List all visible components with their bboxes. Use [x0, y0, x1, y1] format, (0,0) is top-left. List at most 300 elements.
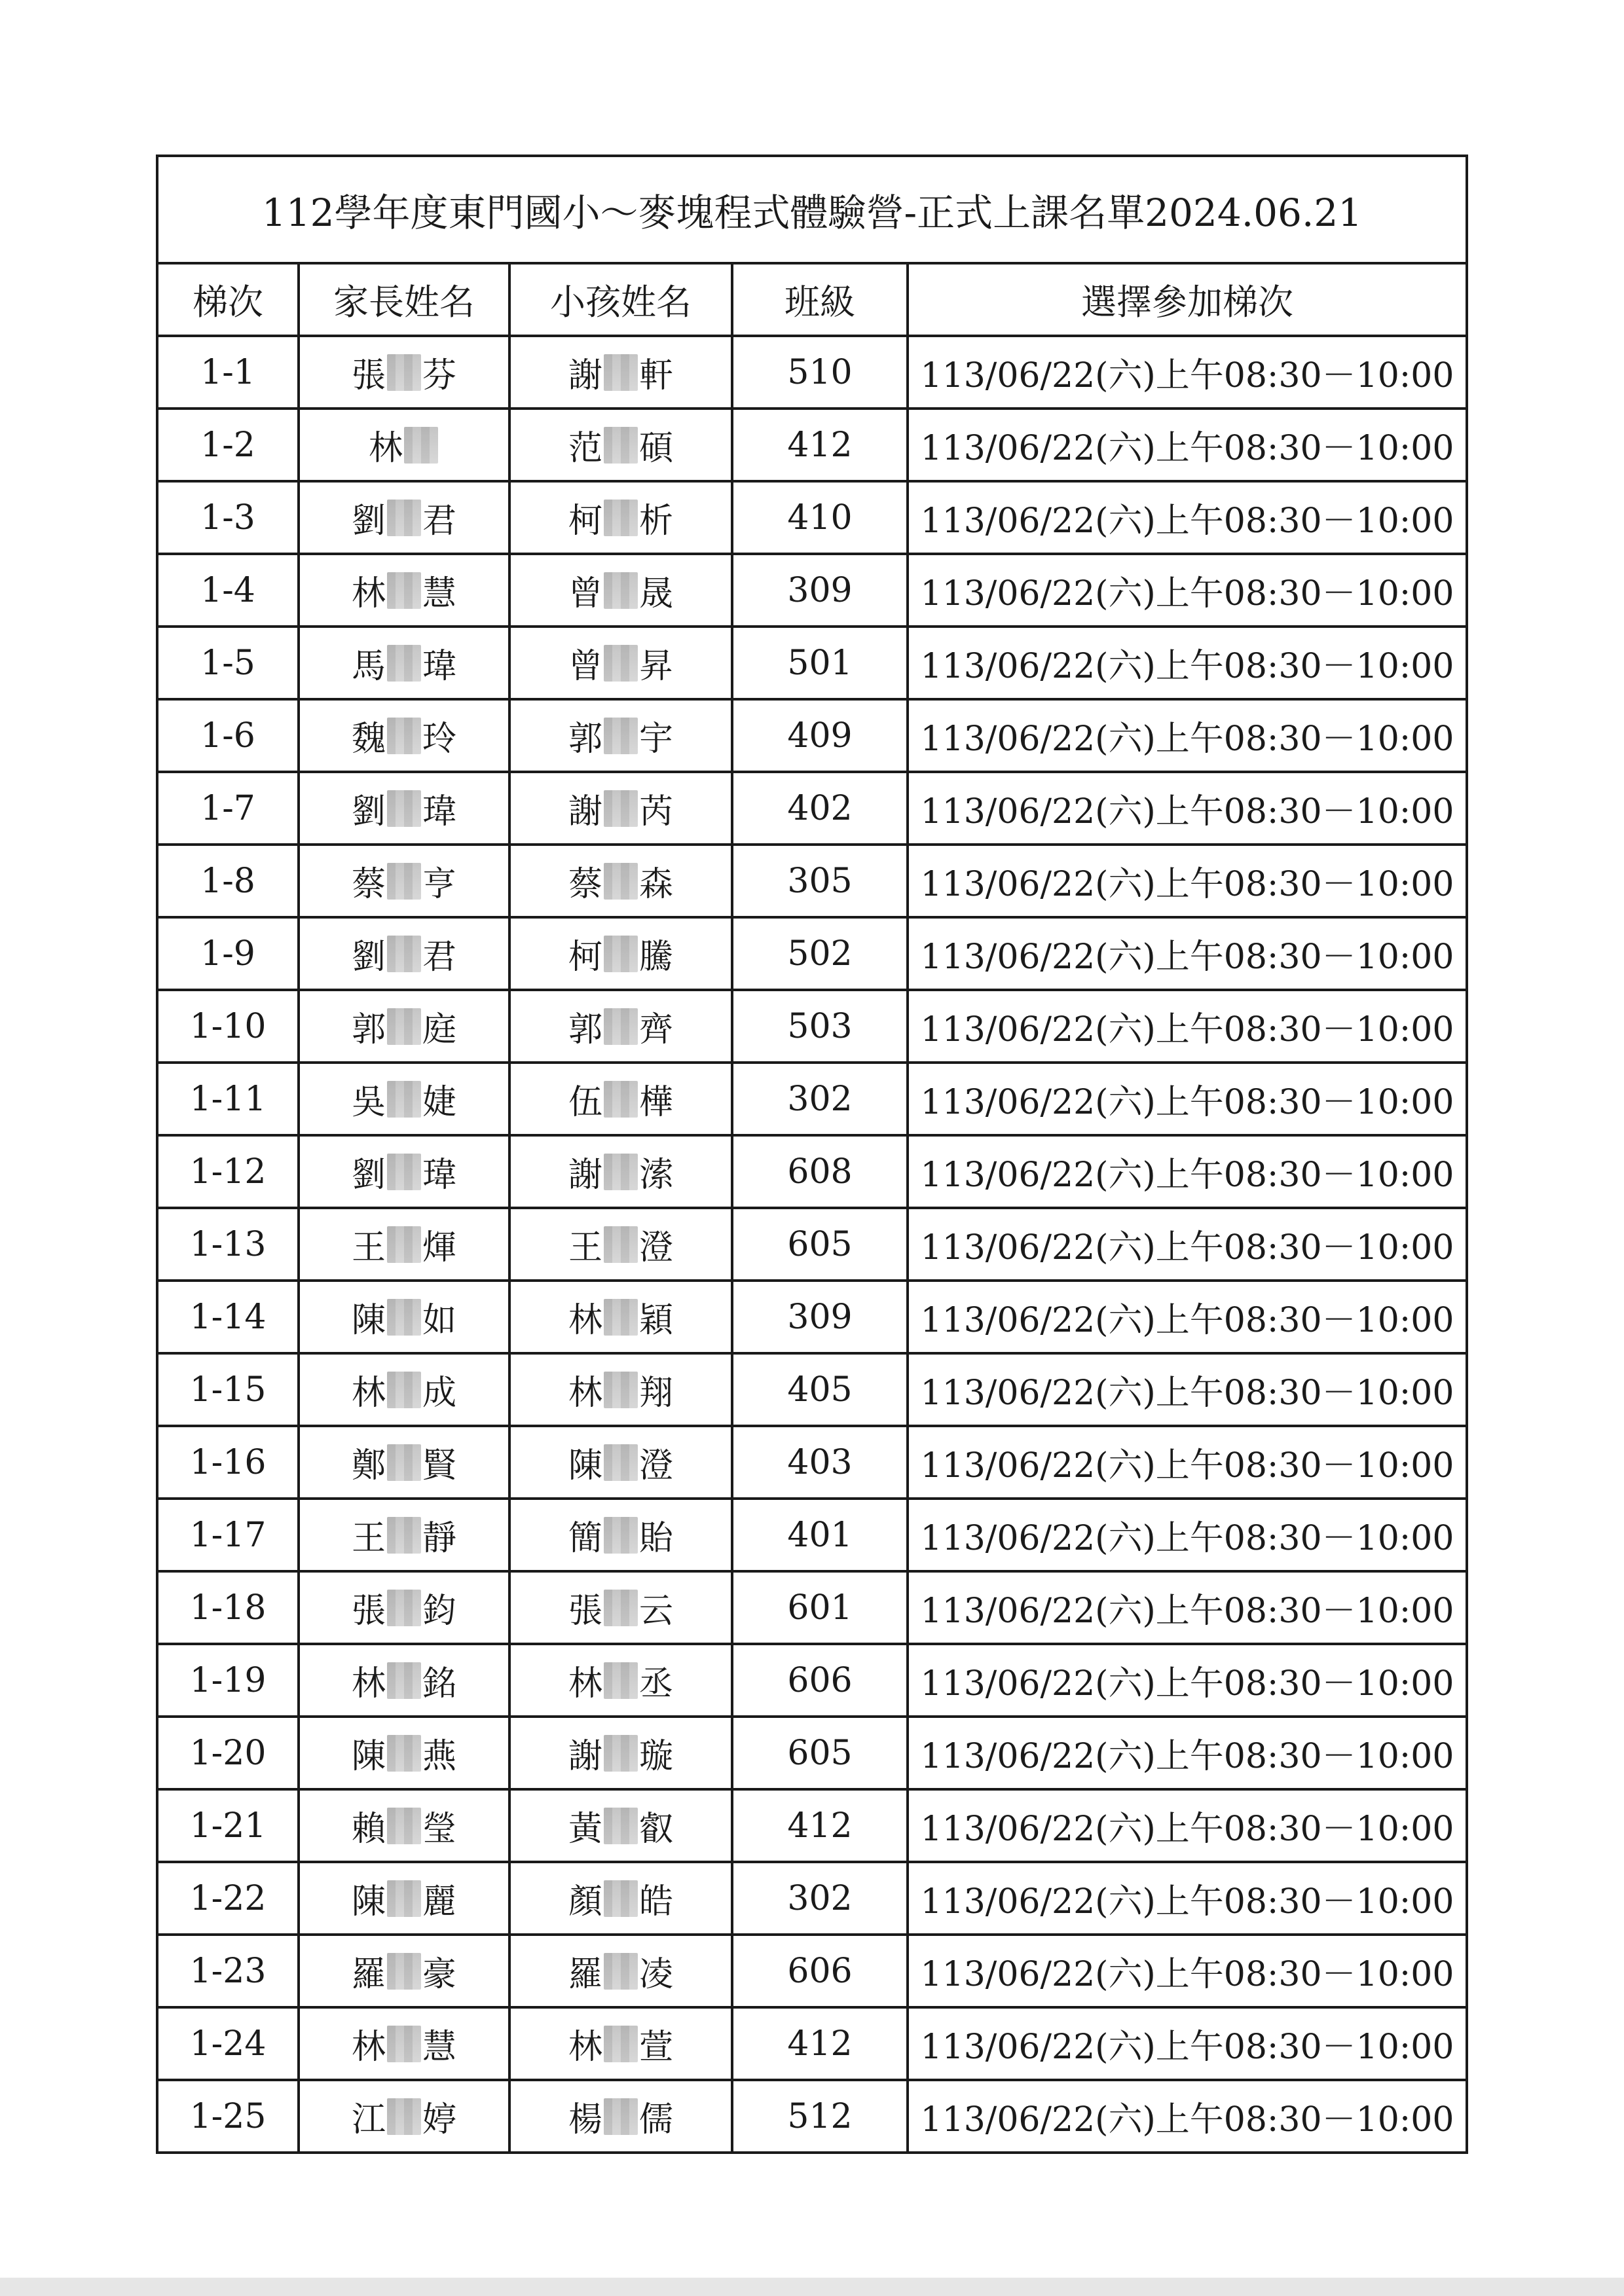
surname: 鄭 — [351, 1446, 386, 1485]
given-name-end: 貽 — [639, 1519, 674, 1558]
surname: 謝 — [568, 792, 602, 831]
given-name-end: 亨 — [422, 865, 457, 904]
cell-child-name — [509, 554, 732, 627]
cell-session: 113/06/22(六)上午08:30－10:00 — [908, 336, 1467, 409]
table-row — [157, 1281, 1467, 1353]
cell-batch: 1-14 — [157, 1281, 299, 1353]
cell-batch: 1-15 — [157, 1353, 299, 1426]
cell-parent-name — [299, 772, 509, 845]
cell-session: 113/06/22(六)上午08:30－10:00 — [908, 845, 1467, 917]
cell-batch: 1-4 — [157, 554, 299, 627]
given-name-end: 燕 — [422, 1737, 457, 1776]
cell-session: 113/06/22(六)上午08:30－10:00 — [908, 1571, 1467, 1644]
surname: 謝 — [568, 356, 602, 395]
cell-session: 113/06/22(六)上午08:30－10:00 — [908, 1789, 1467, 1862]
cell-child-name — [509, 1208, 732, 1281]
cell-parent-name — [299, 1571, 509, 1644]
redacted-character — [604, 500, 638, 536]
cell-class: 305 — [732, 845, 908, 917]
given-name-end: 麗 — [422, 1882, 457, 1922]
cell-session: 113/06/22(六)上午08:30－10:00 — [908, 1644, 1467, 1717]
given-name-end: 瑋 — [422, 792, 457, 831]
cell-child-name-text — [568, 1002, 673, 1051]
cell-class: 501 — [732, 627, 908, 699]
surname: 陳 — [351, 1882, 386, 1922]
given-name-end: 碩 — [639, 429, 674, 468]
cell-child-name — [509, 1426, 732, 1499]
cell-session: 113/06/22(六)上午08:30－10:00 — [908, 409, 1467, 481]
redacted-character — [387, 1444, 421, 1481]
given-name-end: 儒 — [639, 2100, 674, 2140]
header-session: 選擇參加梯次 — [908, 263, 1467, 336]
cell-child-name — [509, 1644, 732, 1717]
cell-parent-name — [299, 1644, 509, 1717]
surname: 劉 — [351, 501, 386, 541]
cell-batch: 1-20 — [157, 1717, 299, 1789]
redacted-character — [387, 1590, 421, 1626]
surname: 劉 — [351, 792, 386, 831]
header-child-name: 小孩姓名 — [509, 263, 732, 336]
cell-class: 503 — [732, 990, 908, 1063]
given-name-end: 翔 — [639, 1374, 674, 1413]
cell-batch: 1-6 — [157, 699, 299, 772]
page-bottom-edge — [0, 2278, 1624, 2296]
cell-child-name-text — [568, 638, 673, 687]
surname: 吳 — [351, 1083, 386, 1122]
cell-session: 113/06/22(六)上午08:30－10:00 — [908, 554, 1467, 627]
header-parent-name: 家長姓名 — [299, 263, 509, 336]
cell-parent-name-text — [352, 2092, 456, 2141]
surname: 林 — [351, 574, 386, 613]
cell-parent-name — [299, 2007, 509, 2080]
table-row — [157, 772, 1467, 845]
cell-parent-name — [299, 1135, 509, 1208]
cell-child-name-text — [568, 1583, 673, 1632]
cell-session: 113/06/22(六)上午08:30－10:00 — [908, 627, 1467, 699]
redacted-character — [604, 718, 638, 754]
given-name-end: 樺 — [639, 1083, 674, 1122]
given-name-end: 鈞 — [422, 1592, 457, 1631]
redacted-character — [604, 1662, 638, 1699]
cell-batch: 1-19 — [157, 1644, 299, 1717]
surname: 柯 — [568, 501, 602, 541]
given-name-end: 森 — [639, 865, 674, 904]
given-name-end: 瑋 — [422, 647, 457, 686]
cell-parent-name — [299, 1499, 509, 1571]
cell-parent-name-text — [352, 493, 456, 542]
redacted-character — [604, 645, 638, 682]
cell-parent-name — [299, 1063, 509, 1135]
cell-parent-name — [299, 2080, 509, 2153]
cell-child-name-text — [568, 1874, 673, 1923]
surname: 林 — [368, 429, 403, 468]
redacted-character — [387, 2098, 421, 2135]
cell-parent-name — [299, 1208, 509, 1281]
redacted-character — [604, 1808, 638, 1844]
cell-child-name-text — [568, 1728, 673, 1777]
given-name-end: 云 — [639, 1592, 674, 1631]
cell-session: 113/06/22(六)上午08:30－10:00 — [908, 1862, 1467, 1935]
surname: 簡 — [568, 1519, 602, 1558]
surname: 張 — [351, 356, 386, 395]
enrollment-table — [156, 155, 1468, 2154]
cell-batch: 1-13 — [157, 1208, 299, 1281]
given-name-end: 齊 — [639, 1010, 674, 1049]
table-row — [157, 1789, 1467, 1862]
header-batch: 梯次 — [157, 263, 299, 336]
cell-parent-name-text — [352, 1874, 456, 1923]
cell-batch: 1-12 — [157, 1135, 299, 1208]
given-name-end: 騰 — [639, 938, 674, 977]
redacted-character — [387, 1372, 421, 1408]
cell-child-name-text — [568, 2019, 673, 2068]
cell-parent-name — [299, 481, 509, 554]
cell-parent-name-text — [352, 1728, 456, 1777]
surname: 曾 — [568, 574, 602, 613]
redacted-character — [387, 1735, 421, 1772]
cell-child-name — [509, 1063, 732, 1135]
cell-class: 601 — [732, 1571, 908, 1644]
cell-class: 309 — [732, 1281, 908, 1353]
cell-batch: 1-1 — [157, 336, 299, 409]
cell-parent-name-text — [352, 1946, 456, 1995]
cell-session: 113/06/22(六)上午08:30－10:00 — [908, 1426, 1467, 1499]
cell-batch: 1-21 — [157, 1789, 299, 1862]
cell-session: 113/06/22(六)上午08:30－10:00 — [908, 1208, 1467, 1281]
cell-session: 113/06/22(六)上午08:30－10:00 — [908, 2080, 1467, 2153]
cell-class: 605 — [732, 1717, 908, 1789]
cell-child-name — [509, 1789, 732, 1862]
cell-session: 113/06/22(六)上午08:30－10:00 — [908, 1499, 1467, 1571]
given-name-end: 銘 — [422, 1664, 457, 1704]
redacted-character — [387, 1662, 421, 1699]
cell-child-name — [509, 772, 732, 845]
surname: 王 — [351, 1519, 386, 1558]
table-row — [157, 1208, 1467, 1281]
redacted-character — [604, 1372, 638, 1408]
table-row — [157, 990, 1467, 1063]
given-name-end: 晟 — [639, 574, 674, 613]
cell-class: 605 — [732, 1208, 908, 1281]
cell-parent-name — [299, 409, 509, 481]
redacted-character — [387, 1154, 421, 1190]
cell-child-name — [509, 2007, 732, 2080]
surname: 曾 — [568, 647, 602, 686]
cell-child-name-text — [568, 1220, 673, 1269]
cell-class: 302 — [732, 1862, 908, 1935]
table-row — [157, 699, 1467, 772]
cell-child-name — [509, 1571, 732, 1644]
given-name-end: 賢 — [422, 1446, 457, 1485]
table-row — [157, 1935, 1467, 2007]
surname: 林 — [568, 2028, 602, 2067]
cell-parent-name — [299, 336, 509, 409]
redacted-character — [604, 1880, 638, 1917]
cell-child-name-text — [568, 784, 673, 833]
cell-batch: 1-2 — [157, 409, 299, 481]
cell-parent-name-text — [352, 856, 456, 905]
cell-session: 113/06/22(六)上午08:30－10:00 — [908, 1063, 1467, 1135]
cell-child-name-text — [568, 1946, 673, 1995]
surname: 陳 — [351, 1301, 386, 1340]
cell-parent-name — [299, 1789, 509, 1862]
surname: 楊 — [568, 2100, 602, 2140]
cell-parent-name-text — [352, 1074, 456, 1123]
given-name-end: 丞 — [639, 1664, 674, 1704]
given-name-end: 叡 — [639, 1810, 674, 1849]
given-name-end: 凌 — [639, 1955, 674, 1994]
surname: 王 — [351, 1228, 386, 1267]
given-name-end: 慧 — [422, 2028, 457, 2067]
cell-session: 113/06/22(六)上午08:30－10:00 — [908, 772, 1467, 845]
redacted-character — [387, 645, 421, 682]
table-body — [157, 336, 1467, 2153]
cell-parent-name — [299, 699, 509, 772]
given-name-end: 君 — [422, 501, 457, 541]
given-name-end: 宇 — [639, 720, 674, 759]
cell-parent-name-text — [352, 1656, 456, 1705]
cell-class: 412 — [732, 1789, 908, 1862]
table-row — [157, 2007, 1467, 2080]
redacted-character — [387, 1808, 421, 1844]
cell-child-name — [509, 2080, 732, 2153]
cell-session: 113/06/22(六)上午08:30－10:00 — [908, 1717, 1467, 1789]
cell-parent-name-text — [352, 1438, 456, 1487]
cell-parent-name — [299, 1862, 509, 1935]
redacted-character — [387, 500, 421, 536]
cell-parent-name — [299, 1717, 509, 1789]
surname: 謝 — [568, 1156, 602, 1195]
redacted-character — [604, 790, 638, 827]
surname: 林 — [568, 1301, 602, 1340]
surname: 蔡 — [351, 865, 386, 904]
cell-parent-name-text — [352, 711, 456, 760]
header-class: 班級 — [732, 263, 908, 336]
cell-parent-name-text — [352, 1220, 456, 1269]
cell-parent-name-text — [352, 1801, 456, 1850]
given-name-end: 庭 — [422, 1010, 457, 1049]
surname: 張 — [351, 1592, 386, 1631]
redacted-character — [604, 1081, 638, 1118]
surname: 林 — [568, 1664, 602, 1704]
redacted-character — [604, 1226, 638, 1263]
redacted-character — [604, 427, 638, 464]
table-row — [157, 1426, 1467, 1499]
table-row — [157, 336, 1467, 409]
given-name-end: 璇 — [639, 1737, 674, 1776]
redacted-character — [604, 936, 638, 972]
surname: 王 — [568, 1228, 602, 1267]
given-name-end: 芮 — [639, 792, 674, 831]
given-name-end: 玲 — [422, 720, 457, 759]
cell-child-name — [509, 627, 732, 699]
cell-parent-name — [299, 1426, 509, 1499]
surname: 郭 — [568, 1010, 602, 1049]
given-name-end: 靜 — [422, 1519, 457, 1558]
given-name-end: 溹 — [639, 1156, 674, 1195]
cell-session: 113/06/22(六)上午08:30－10:00 — [908, 2007, 1467, 2080]
cell-parent-name-text — [352, 1583, 456, 1632]
table-row — [157, 627, 1467, 699]
cell-child-name-text — [568, 1801, 673, 1850]
cell-batch: 1-7 — [157, 772, 299, 845]
cell-class: 510 — [732, 336, 908, 409]
redacted-character — [404, 427, 438, 464]
cell-child-name — [509, 1135, 732, 1208]
header-row — [157, 263, 1467, 336]
redacted-character — [387, 1953, 421, 1990]
surname: 蔡 — [568, 865, 602, 904]
surname: 郭 — [351, 1010, 386, 1049]
surname: 張 — [568, 1592, 602, 1631]
table-title: 112學年度東門國小～麥塊程式體驗營-正式上課名單2024.06.21 — [157, 156, 1467, 263]
redacted-character — [387, 572, 421, 609]
table-row — [157, 409, 1467, 481]
cell-child-name-text — [568, 348, 673, 397]
surname: 柯 — [568, 938, 602, 977]
redacted-character — [604, 572, 638, 609]
cell-child-name — [509, 1353, 732, 1426]
surname: 范 — [568, 429, 602, 468]
cell-class: 512 — [732, 2080, 908, 2153]
surname: 林 — [351, 1664, 386, 1704]
cell-parent-name-text — [352, 638, 456, 687]
cell-session: 113/06/22(六)上午08:30－10:00 — [908, 1281, 1467, 1353]
cell-parent-name-text — [352, 348, 456, 397]
redacted-character — [387, 1081, 421, 1118]
cell-child-name-text — [568, 1438, 673, 1487]
surname: 黃 — [568, 1810, 602, 1849]
cell-batch: 1-3 — [157, 481, 299, 554]
surname: 江 — [351, 2100, 386, 2140]
cell-batch: 1-9 — [157, 917, 299, 990]
cell-parent-name — [299, 990, 509, 1063]
cell-batch: 1-25 — [157, 2080, 299, 2153]
cell-batch: 1-17 — [157, 1499, 299, 1571]
cell-child-name-text — [568, 856, 673, 905]
given-name-end: 婕 — [422, 1083, 457, 1122]
redacted-character — [387, 718, 421, 754]
redacted-character — [387, 1226, 421, 1263]
cell-child-name-text — [568, 1292, 673, 1341]
cell-parent-name-text — [352, 929, 456, 978]
given-name-end: 萱 — [639, 2028, 674, 2067]
redacted-character — [387, 2026, 421, 2062]
cell-child-name-text — [568, 1074, 673, 1123]
cell-class: 409 — [732, 699, 908, 772]
cell-parent-name-text — [352, 1292, 456, 1341]
redacted-character — [604, 2026, 638, 2062]
cell-child-name — [509, 917, 732, 990]
cell-batch: 1-8 — [157, 845, 299, 917]
table-row — [157, 845, 1467, 917]
cell-session: 113/06/22(六)上午08:30－10:00 — [908, 1353, 1467, 1426]
cell-parent-name — [299, 554, 509, 627]
cell-child-name — [509, 481, 732, 554]
given-name-end: 瑋 — [422, 1156, 457, 1195]
redacted-character — [387, 1880, 421, 1917]
cell-batch: 1-10 — [157, 990, 299, 1063]
redacted-character — [387, 1517, 421, 1554]
surname: 林 — [568, 1374, 602, 1413]
redacted-character — [604, 1154, 638, 1190]
cell-parent-name-text — [369, 420, 439, 469]
redacted-character — [387, 354, 421, 391]
cell-class: 606 — [732, 1935, 908, 2007]
cell-child-name — [509, 1281, 732, 1353]
surname: 顏 — [568, 1882, 602, 1922]
cell-batch: 1-18 — [157, 1571, 299, 1644]
cell-child-name — [509, 699, 732, 772]
redacted-character — [387, 790, 421, 827]
table-row — [157, 917, 1467, 990]
surname: 劉 — [351, 1156, 386, 1195]
table-row — [157, 1571, 1467, 1644]
given-name-end: 昇 — [639, 647, 674, 686]
cell-session: 113/06/22(六)上午08:30－10:00 — [908, 917, 1467, 990]
table-row — [157, 1353, 1467, 1426]
cell-class: 309 — [732, 554, 908, 627]
cell-class: 502 — [732, 917, 908, 990]
redacted-character — [387, 1299, 421, 1336]
surname: 伍 — [568, 1083, 602, 1122]
given-name-end: 皓 — [639, 1882, 674, 1922]
cell-batch: 1-16 — [157, 1426, 299, 1499]
surname: 郭 — [568, 720, 602, 759]
surname: 林 — [351, 2028, 386, 2067]
cell-parent-name — [299, 845, 509, 917]
cell-child-name-text — [568, 420, 673, 469]
cell-child-name — [509, 990, 732, 1063]
cell-parent-name — [299, 1353, 509, 1426]
cell-batch: 1-11 — [157, 1063, 299, 1135]
table-row — [157, 554, 1467, 627]
cell-child-name-text — [568, 566, 673, 615]
surname: 謝 — [568, 1737, 602, 1776]
surname: 羅 — [568, 1955, 602, 1994]
given-name-end: 慧 — [422, 574, 457, 613]
cell-parent-name-text — [352, 1147, 456, 1196]
cell-parent-name-text — [352, 566, 456, 615]
cell-child-name-text — [568, 1510, 673, 1559]
surname: 陳 — [351, 1737, 386, 1776]
given-name-end: 煇 — [422, 1228, 457, 1267]
redacted-character — [387, 936, 421, 972]
redacted-character — [387, 863, 421, 900]
given-name-end: 芬 — [422, 356, 457, 395]
cell-child-name-text — [568, 1365, 673, 1414]
cell-parent-name — [299, 1281, 509, 1353]
given-name-end: 析 — [639, 501, 674, 541]
redacted-character — [604, 1953, 638, 1990]
cell-parent-name-text — [352, 2019, 456, 2068]
table-row — [157, 1135, 1467, 1208]
cell-child-name-text — [568, 929, 673, 978]
cell-child-name — [509, 1862, 732, 1935]
cell-child-name-text — [568, 1147, 673, 1196]
cell-parent-name — [299, 1935, 509, 2007]
surname: 林 — [351, 1374, 386, 1413]
cell-session: 113/06/22(六)上午08:30－10:00 — [908, 481, 1467, 554]
redacted-character — [604, 1008, 638, 1045]
cell-class: 401 — [732, 1499, 908, 1571]
table-row — [157, 1644, 1467, 1717]
given-name-end: 澄 — [639, 1446, 674, 1485]
cell-class: 606 — [732, 1644, 908, 1717]
redacted-character — [604, 1299, 638, 1336]
cell-child-name — [509, 1717, 732, 1789]
cell-batch: 1-5 — [157, 627, 299, 699]
